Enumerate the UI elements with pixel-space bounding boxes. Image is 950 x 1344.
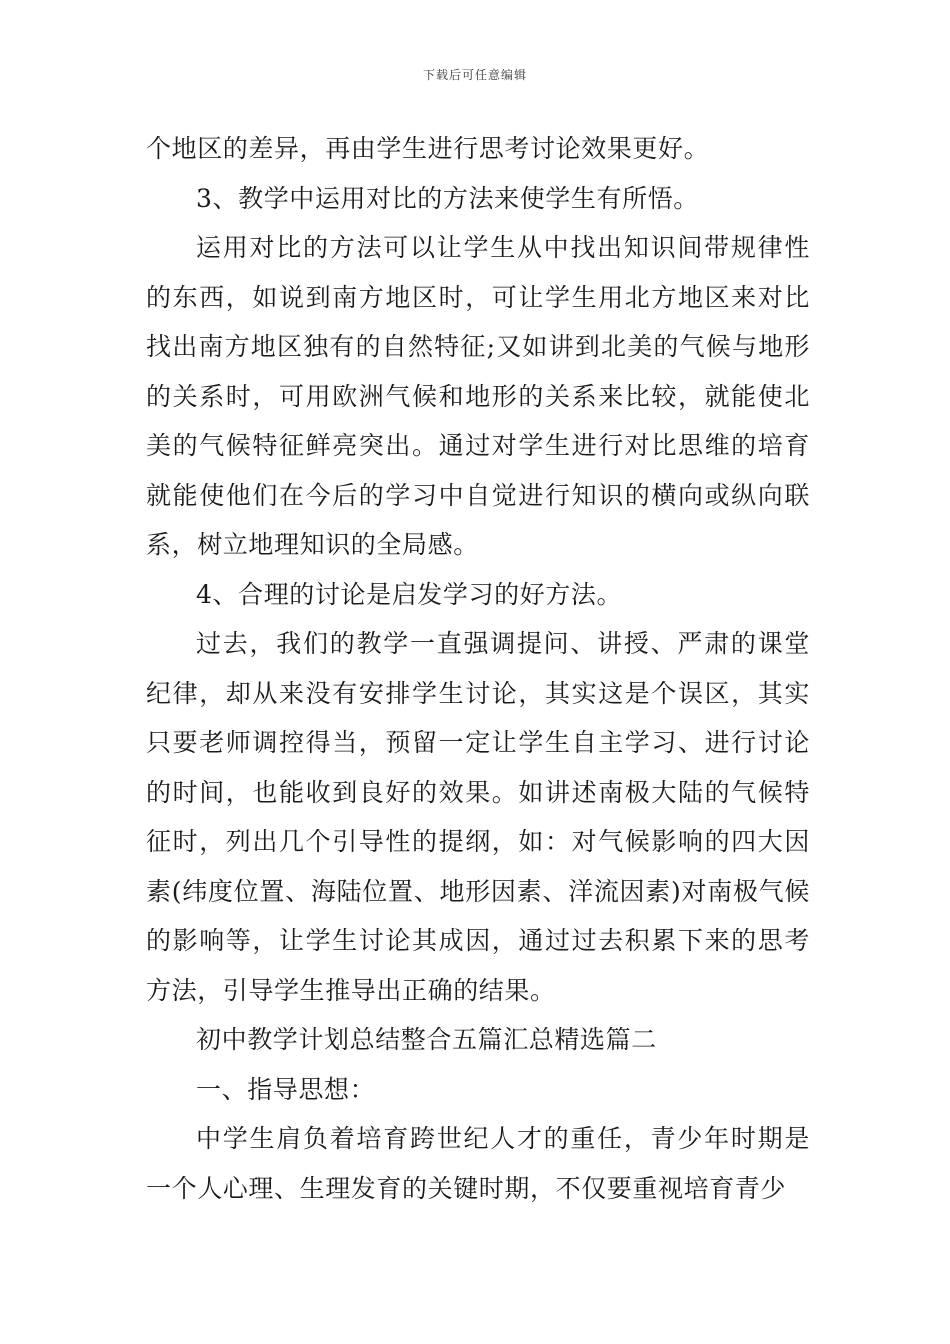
page-header-note: 下载后可任意编辑	[422, 68, 527, 82]
section-title: 初中教学计划总结整合五篇汇总精选篇二	[196, 1025, 657, 1054]
paragraph-contrast-method: 运用对比的方法可以让学生从中找出知识间带规律性的东西，如说到南方地区时，可让学生用北方地区来对比找出南方地区独有的自然特征;又如讲到北美的气候与地形的关系时，可用欧洲气候和地形的关系来比较，就能使北美的气候特征鲜亮突出。通过对学生进行对比思维的培育就能使他们在今后的学习中自觉进行知识的横向或纵向联系，树立地理知识的全局感。	[146, 233, 810, 559]
paragraph-heading-4: 4、合理的讨论是启发学习的好方法。	[196, 579, 623, 609]
paragraph-guiding-idea: 中学生肩负着培育跨世纪人才的重任，青少年时期是一个人心理、生理发育的关键时期，不仅要重视培育青少	[146, 1124, 810, 1203]
document-body	[146, 124, 810, 1213]
paragraph-discussion: 过去，我们的教学一直强调提问、讲授、严肃的课堂纪律，却从来没有安排学生讨论，其实这是个误区，其实只要老师调控得当，预留一定让学生自主学习、进行讨论的时间，也能收到良好的效果。如讲述南极大陆的气候特征时，列出几个引导性的提纲，如：对气候影响的四大因素(纬度位置、海陆位置、地形因素、洋流因素)对南极气候的影响等，让学生讨论其成因，通过过去积累下来的思考方法，引导学生推导出正确的结果。	[146, 629, 810, 1005]
paragraph-heading-3: 3、教学中运用对比的方法来使学生有所悟。	[196, 183, 699, 213]
paragraph-continuation: 个地区的差异，再由学生进行思考讨论效果更好。	[146, 134, 710, 163]
subsection-heading: 一、指导思想：	[196, 1074, 376, 1104]
